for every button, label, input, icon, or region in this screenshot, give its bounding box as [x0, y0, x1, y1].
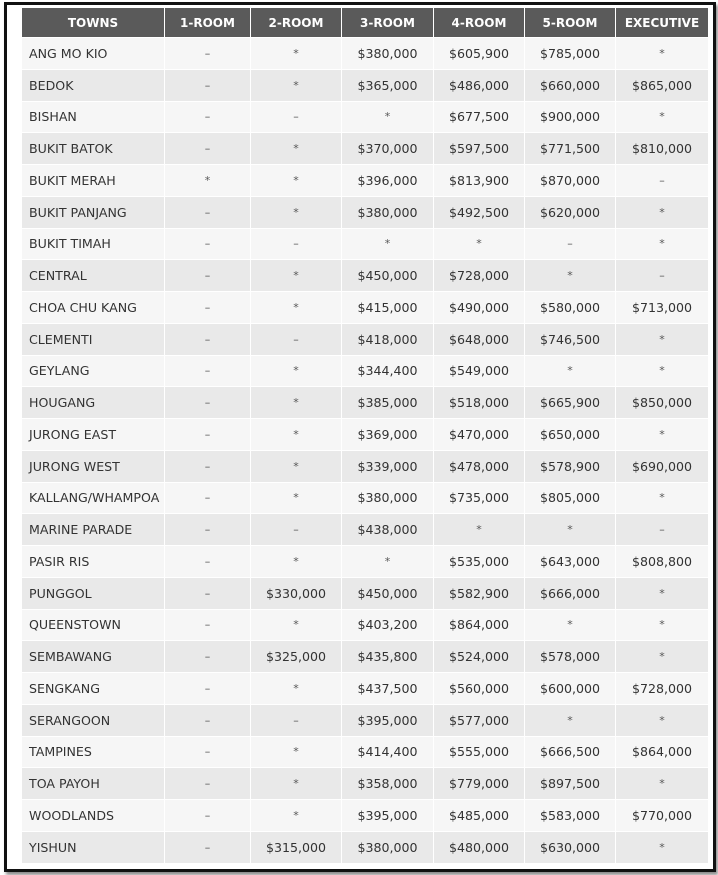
table-body [22, 38, 708, 864]
cell-5-room: $620,000 [525, 197, 616, 229]
cell-1-room: * [165, 165, 251, 197]
cell-1-room: – [165, 578, 251, 610]
cell-1-room: – [165, 419, 251, 451]
cell-4-room: $535,000 [434, 546, 525, 578]
cell-3-room: $435,800 [342, 641, 434, 673]
cell-town: KALLANG/WHAMPOA [22, 483, 165, 515]
cell-executive: * [616, 768, 708, 800]
table-row [22, 70, 708, 102]
cell-1-room: – [165, 451, 251, 483]
cell-town: SERANGOON [22, 705, 165, 737]
cell-4-room: $648,000 [434, 324, 525, 356]
cell-executive: $865,000 [616, 70, 708, 102]
cell-3-room: $415,000 [342, 292, 434, 324]
table-row [22, 387, 708, 419]
cell-town: SENGKANG [22, 673, 165, 705]
cell-executive: – [616, 514, 708, 546]
cell-3-room: $339,000 [342, 451, 434, 483]
cell-3-room: $380,000 [342, 38, 434, 70]
cell-town: MARINE PARADE [22, 514, 165, 546]
cell-2-room: * [251, 260, 342, 292]
cell-4-room: $560,000 [434, 673, 525, 705]
header-executive: EXECUTIVE [616, 8, 708, 38]
cell-2-room: * [251, 356, 342, 388]
cell-4-room: $518,000 [434, 387, 525, 419]
cell-5-room: $785,000 [525, 38, 616, 70]
cell-5-room: $666,500 [525, 737, 616, 769]
cell-5-room: $666,000 [525, 578, 616, 610]
cell-1-room: – [165, 387, 251, 419]
table-row [22, 451, 708, 483]
cell-4-room: $549,000 [434, 356, 525, 388]
cell-executive: * [616, 229, 708, 261]
cell-2-room: * [251, 419, 342, 451]
table-row [22, 578, 708, 610]
cell-town: SEMBAWANG [22, 641, 165, 673]
cell-executive: * [616, 102, 708, 134]
cell-3-room: $395,000 [342, 705, 434, 737]
cell-town: BEDOK [22, 70, 165, 102]
cell-2-room: * [251, 768, 342, 800]
cell-1-room: – [165, 832, 251, 864]
cell-3-room: $380,000 [342, 832, 434, 864]
cell-town: BISHAN [22, 102, 165, 134]
cell-2-room: * [251, 737, 342, 769]
cell-town: QUEENSTOWN [22, 610, 165, 642]
cell-4-room: $735,000 [434, 483, 525, 515]
cell-3-room: $418,000 [342, 324, 434, 356]
cell-4-room: $677,500 [434, 102, 525, 134]
table-row [22, 229, 708, 261]
table-row [22, 38, 708, 70]
cell-town: GEYLANG [22, 356, 165, 388]
cell-5-room: $630,000 [525, 832, 616, 864]
table-row [22, 356, 708, 388]
table-row [22, 832, 708, 864]
cell-1-room: – [165, 610, 251, 642]
table-row [22, 133, 708, 165]
cell-2-room: – [251, 229, 342, 261]
cell-town: HOUGANG [22, 387, 165, 419]
cell-executive: $728,000 [616, 673, 708, 705]
cell-town: CHOA CHU KANG [22, 292, 165, 324]
cell-town: ANG MO KIO [22, 38, 165, 70]
cell-1-room: – [165, 229, 251, 261]
cell-town: JURONG WEST [22, 451, 165, 483]
cell-executive: * [616, 641, 708, 673]
cell-3-room: $450,000 [342, 578, 434, 610]
table-row [22, 546, 708, 578]
cell-3-room: * [342, 229, 434, 261]
cell-3-room: $344,400 [342, 356, 434, 388]
cell-town: TAMPINES [22, 737, 165, 769]
cell-4-room: $470,000 [434, 419, 525, 451]
cell-executive: $713,000 [616, 292, 708, 324]
cell-2-room: * [251, 610, 342, 642]
cell-4-room: $485,000 [434, 800, 525, 832]
cell-1-room: – [165, 70, 251, 102]
cell-4-room: $492,500 [434, 197, 525, 229]
cell-2-room: * [251, 546, 342, 578]
cell-5-room: $805,000 [525, 483, 616, 515]
cell-executive: * [616, 832, 708, 864]
cell-4-room: $577,000 [434, 705, 525, 737]
cell-4-room: $779,000 [434, 768, 525, 800]
cell-2-room: * [251, 292, 342, 324]
cell-1-room: – [165, 292, 251, 324]
cell-1-room: – [165, 546, 251, 578]
cell-3-room: $370,000 [342, 133, 434, 165]
cell-3-room: $396,000 [342, 165, 434, 197]
cell-1-room: – [165, 38, 251, 70]
header-4-room: 4-ROOM [434, 8, 525, 38]
cell-1-room: – [165, 324, 251, 356]
cell-1-room: – [165, 800, 251, 832]
cell-5-room: $665,900 [525, 387, 616, 419]
table-row [22, 641, 708, 673]
cell-3-room: $385,000 [342, 387, 434, 419]
cell-5-room: * [525, 610, 616, 642]
cell-4-room: * [434, 514, 525, 546]
cell-town: PASIR RIS [22, 546, 165, 578]
cell-executive: $690,000 [616, 451, 708, 483]
cell-3-room: $414,400 [342, 737, 434, 769]
cell-executive: $810,000 [616, 133, 708, 165]
header-row [22, 8, 708, 38]
cell-executive: * [616, 324, 708, 356]
cell-executive: $770,000 [616, 800, 708, 832]
cell-executive: $850,000 [616, 387, 708, 419]
cell-town: JURONG EAST [22, 419, 165, 451]
cell-4-room: $597,500 [434, 133, 525, 165]
cell-5-room: $580,000 [525, 292, 616, 324]
cell-5-room: – [525, 229, 616, 261]
table-frame [4, 2, 716, 872]
table-row [22, 483, 708, 515]
cell-5-room: * [525, 705, 616, 737]
cell-4-room: $864,000 [434, 610, 525, 642]
resale-price-table [22, 8, 708, 864]
table-row [22, 292, 708, 324]
cell-3-room: $380,000 [342, 197, 434, 229]
cell-3-room: $380,000 [342, 483, 434, 515]
cell-5-room: $600,000 [525, 673, 616, 705]
cell-town: BUKIT BATOK [22, 133, 165, 165]
cell-2-room: * [251, 70, 342, 102]
cell-5-room: $746,500 [525, 324, 616, 356]
cell-executive: * [616, 483, 708, 515]
cell-4-room: $728,000 [434, 260, 525, 292]
table-row [22, 165, 708, 197]
cell-3-room: $403,200 [342, 610, 434, 642]
cell-4-room: $605,900 [434, 38, 525, 70]
cell-3-room: $358,000 [342, 768, 434, 800]
table-row [22, 514, 708, 546]
cell-5-room: $660,000 [525, 70, 616, 102]
table-row [22, 419, 708, 451]
cell-1-room: – [165, 133, 251, 165]
cell-executive: $808,800 [616, 546, 708, 578]
cell-3-room: * [342, 102, 434, 134]
cell-5-room: $900,000 [525, 102, 616, 134]
cell-town: BUKIT MERAH [22, 165, 165, 197]
cell-4-room: $524,000 [434, 641, 525, 673]
cell-5-room: $870,000 [525, 165, 616, 197]
cell-3-room: $438,000 [342, 514, 434, 546]
cell-3-room: * [342, 546, 434, 578]
cell-executive: * [616, 610, 708, 642]
cell-4-room: $480,000 [434, 832, 525, 864]
cell-2-room: * [251, 800, 342, 832]
cell-town: BUKIT TIMAH [22, 229, 165, 261]
cell-1-room: – [165, 737, 251, 769]
cell-4-room: * [434, 229, 525, 261]
cell-town: BUKIT PANJANG [22, 197, 165, 229]
table-row [22, 737, 708, 769]
cell-4-room: $478,000 [434, 451, 525, 483]
cell-1-room: – [165, 673, 251, 705]
cell-2-room: * [251, 165, 342, 197]
cell-executive: * [616, 705, 708, 737]
cell-2-room: $330,000 [251, 578, 342, 610]
table-row [22, 610, 708, 642]
cell-executive: – [616, 260, 708, 292]
cell-2-room: $325,000 [251, 641, 342, 673]
cell-5-room: * [525, 514, 616, 546]
cell-town: TOA PAYOH [22, 768, 165, 800]
cell-1-room: – [165, 768, 251, 800]
cell-2-room: * [251, 483, 342, 515]
header-3-room: 3-ROOM [342, 8, 434, 38]
cell-5-room: $771,500 [525, 133, 616, 165]
cell-executive: – [616, 165, 708, 197]
table-row [22, 324, 708, 356]
table-row [22, 768, 708, 800]
cell-executive: * [616, 197, 708, 229]
cell-5-room: $578,000 [525, 641, 616, 673]
cell-executive: * [616, 38, 708, 70]
table-row [22, 800, 708, 832]
table-row [22, 197, 708, 229]
cell-2-room: * [251, 451, 342, 483]
cell-5-room: $650,000 [525, 419, 616, 451]
cell-4-room: $490,000 [434, 292, 525, 324]
cell-4-room: $555,000 [434, 737, 525, 769]
cell-executive: $864,000 [616, 737, 708, 769]
cell-1-room: – [165, 641, 251, 673]
cell-1-room: – [165, 260, 251, 292]
cell-2-room: – [251, 514, 342, 546]
cell-2-room: * [251, 673, 342, 705]
cell-town: YISHUN [22, 832, 165, 864]
cell-town: WOODLANDS [22, 800, 165, 832]
cell-5-room: $897,500 [525, 768, 616, 800]
cell-2-room: * [251, 133, 342, 165]
cell-4-room: $813,900 [434, 165, 525, 197]
cell-2-room: * [251, 387, 342, 419]
cell-1-room: – [165, 514, 251, 546]
table-row [22, 705, 708, 737]
header-1-room: 1-ROOM [165, 8, 251, 38]
cell-town: CENTRAL [22, 260, 165, 292]
cell-4-room: $582,900 [434, 578, 525, 610]
cell-executive: * [616, 419, 708, 451]
cell-5-room: $643,000 [525, 546, 616, 578]
header-towns: TOWNS [22, 8, 165, 38]
cell-5-room: $583,000 [525, 800, 616, 832]
cell-2-room: – [251, 102, 342, 134]
cell-3-room: $437,500 [342, 673, 434, 705]
cell-5-room: * [525, 260, 616, 292]
cell-5-room: $578,900 [525, 451, 616, 483]
cell-1-room: – [165, 483, 251, 515]
cell-1-room: – [165, 197, 251, 229]
cell-2-room: – [251, 324, 342, 356]
cell-1-room: – [165, 705, 251, 737]
cell-town: PUNGGOL [22, 578, 165, 610]
table-row [22, 673, 708, 705]
cell-5-room: * [525, 356, 616, 388]
cell-executive: * [616, 578, 708, 610]
cell-town: CLEMENTI [22, 324, 165, 356]
cell-4-room: $486,000 [434, 70, 525, 102]
cell-3-room: $450,000 [342, 260, 434, 292]
cell-1-room: – [165, 102, 251, 134]
cell-1-room: – [165, 356, 251, 388]
cell-2-room: – [251, 705, 342, 737]
cell-3-room: $395,000 [342, 800, 434, 832]
cell-3-room: $369,000 [342, 419, 434, 451]
table-row [22, 260, 708, 292]
cell-executive: * [616, 356, 708, 388]
cell-2-room: $315,000 [251, 832, 342, 864]
cell-3-room: $365,000 [342, 70, 434, 102]
header-5-room: 5-ROOM [525, 8, 616, 38]
cell-2-room: * [251, 38, 342, 70]
cell-2-room: * [251, 197, 342, 229]
table-row [22, 102, 708, 134]
header-2-room: 2-ROOM [251, 8, 342, 38]
